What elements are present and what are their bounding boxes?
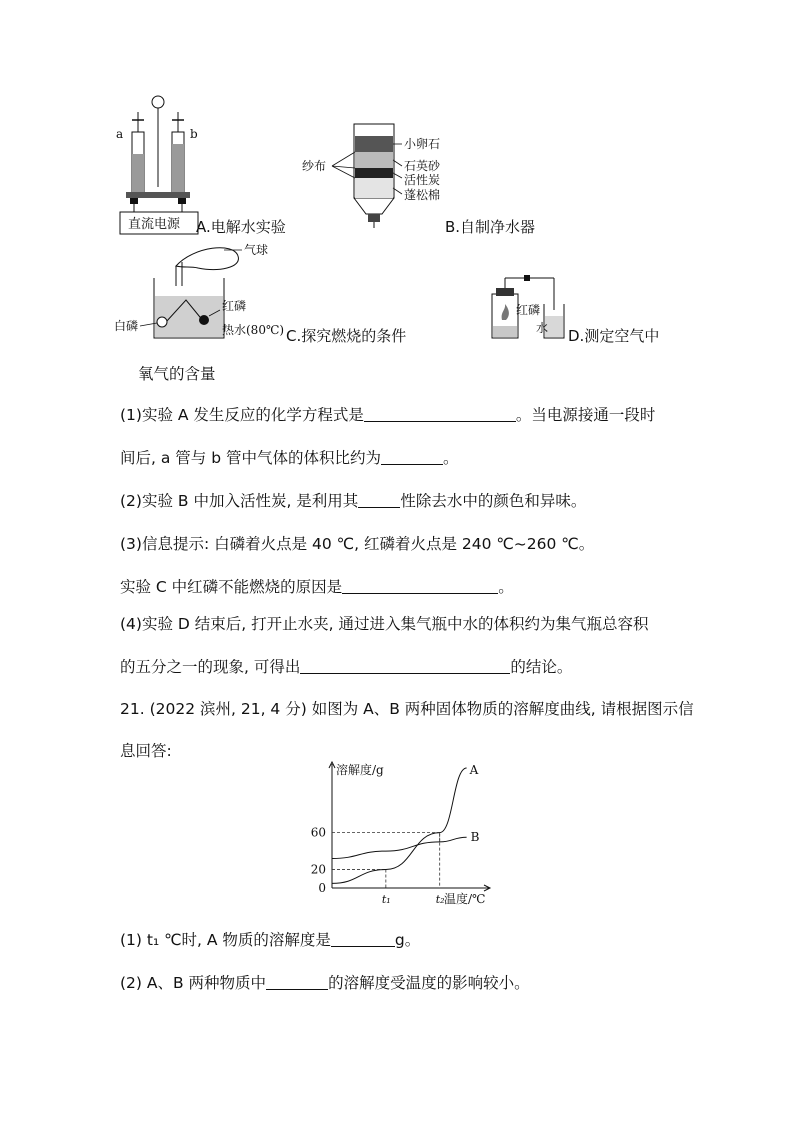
answer-blank[interactable] <box>364 407 516 422</box>
chart-guide-lines <box>332 833 440 888</box>
series-label-A: A <box>469 763 479 777</box>
chart-axes <box>329 762 490 891</box>
q20-1-line1: (1)实验 A 发生反应的化学方程式是 。当电源接通一段时 <box>120 406 656 424</box>
q20-1-line2: 间后, a 管与 b 管中气体的体积比约为 。 <box>120 449 459 467</box>
figure-c-caption: C.探究燃烧的条件 <box>286 327 407 345</box>
q20-2: (2)实验 B 中加入活性炭, 是利用其 性除去水中的颜色和异味。 <box>120 492 587 510</box>
answer-blank[interactable] <box>358 493 400 508</box>
d-red-phosphorus-label: 红磷 <box>516 303 541 317</box>
q20-3: 实验 C 中红磷不能燃烧的原因是 。 <box>120 578 514 596</box>
y-axis-label: 溶解度/g <box>336 763 384 777</box>
layer-carbon-label: 活性炭 <box>404 173 441 187</box>
series-label-B: B <box>470 830 480 845</box>
figure-d-oxygen-content <box>488 270 568 342</box>
balloon-label: 气球 <box>244 243 269 257</box>
q20-4-line2: 的五分之一的现象, 可得出 的结论。 <box>120 658 573 676</box>
q21-stem-line1: 21. (2022 滨州, 21, 4 分) 如图为 A、B 两种固体物质的溶解度曲线, 请根据图示信 <box>120 700 694 718</box>
figure-b-water-purifier <box>302 118 452 230</box>
gauze-label: 纱布 <box>302 159 327 173</box>
layer-cotton-label: 蓬松棉 <box>404 188 441 202</box>
figure-d-caption: D.测定空气中 <box>568 327 660 345</box>
series-B-curve <box>332 837 467 858</box>
d-water-label: 水 <box>536 321 549 335</box>
tube-b-label: b <box>190 127 198 141</box>
figure-d-caption-cont: 氧气的含量 <box>138 365 216 383</box>
white-phosphorus-label: 白磷 <box>114 319 139 333</box>
x-tick-label: t₁ <box>381 893 391 906</box>
power-source-label: 直流电源 <box>128 217 181 232</box>
answer-blank[interactable] <box>342 579 498 594</box>
hot-water-label: 热水(80℃) <box>222 323 285 337</box>
answer-blank[interactable] <box>266 975 328 990</box>
figure-a-caption: A.电解水实验 <box>196 218 286 236</box>
answer-blank[interactable] <box>381 450 443 465</box>
layer-quartz-label: 石英砂 <box>404 159 441 173</box>
chart-labels <box>311 762 486 906</box>
answer-blank[interactable] <box>300 659 510 674</box>
q21-2: (2) A、B 两种物质中 的溶解度受温度的影响较小。 <box>120 974 530 992</box>
solubility-chart <box>300 758 500 908</box>
q21-stem-line2: 息回答: <box>120 742 172 760</box>
y-tick-label: 60 <box>310 825 326 840</box>
x-axis-label: 温度/℃ <box>444 892 486 906</box>
layer-pebbles-label: 小卵石 <box>404 137 441 151</box>
q20-4-line1: (4)实验 D 结束后, 打开止水夹, 通过进入集气瓶中水的体积约为集气瓶总容积 <box>120 615 649 633</box>
figure-c-combustion <box>114 238 294 346</box>
chart-series <box>332 768 467 883</box>
y-tick-label: 20 <box>310 862 326 877</box>
answer-blank[interactable] <box>331 932 395 947</box>
q20-3-info: (3)信息提示: 白磷着火点是 40 ℃, 红磷着火点是 240 ℃~260 ℃。 <box>120 535 595 553</box>
tube-a-label: a <box>116 127 124 141</box>
y-tick-label: 0 <box>318 881 326 895</box>
x-tick-label: t₂ <box>435 893 445 906</box>
red-phosphorus-label: 红磷 <box>222 299 247 313</box>
series-A-curve <box>332 768 467 883</box>
q21-1: (1) t₁ ℃时, A 物质的溶解度是 g。 <box>120 931 421 949</box>
figure-b-caption: B.自制净水器 <box>445 218 536 236</box>
